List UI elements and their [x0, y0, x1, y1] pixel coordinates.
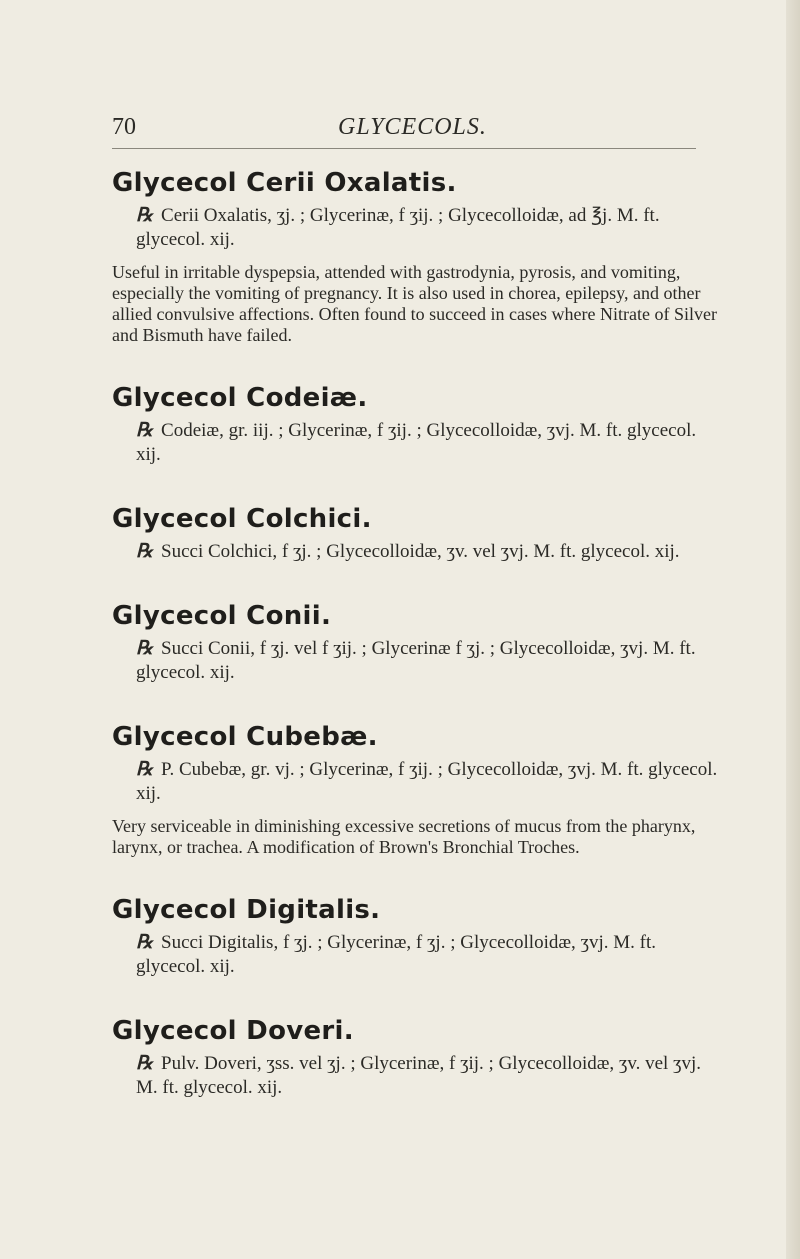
entry-doveri	[112, 1016, 722, 1100]
entry-cubebae	[112, 722, 722, 858]
entry-formula	[136, 637, 722, 685]
formula-text: Succi Conii, f ʒj. vel f ʒij. ; Glycerinæ f ʒj. ; Glycecolloidæ, ʒvj. M. ft. glycecol. xij.	[136, 638, 696, 683]
page-header	[112, 114, 696, 154]
entry-formula	[136, 931, 722, 979]
entry-formula	[136, 1052, 722, 1100]
entry-codeiae	[112, 383, 722, 467]
formula-text: Succi Colchici, f ʒj. ; Glycecolloidæ, ʒv. vel ʒvj. M. ft. glycecol. xij.	[161, 541, 680, 562]
entry-formula	[136, 419, 722, 467]
entry-title: Glycecol Doveri.	[112, 1016, 354, 1046]
entry-note: Useful in irritable dyspepsia, attended with gastrodynia, pyrosis, and vomiting, especially the vomiting of pregnancy. It is also used in chorea, epilepsy, and other allied convulsive affections. Often found to succeed in cases where Nitrate of Silver and Bismuth have failed.	[112, 262, 717, 345]
page-edge-shadow	[786, 0, 800, 1259]
header-rule	[112, 148, 696, 149]
rx-icon: ℞	[136, 205, 154, 226]
entry-title: Glycecol Conii.	[112, 601, 332, 631]
formula-text: Pulv. Doveri, ʒss. vel ʒj. ; Glycerinæ, f ʒij. ; Glycecolloidæ, ʒv. vel ʒvj. M. ft. glycecol. xij.	[136, 1053, 702, 1098]
rx-icon: ℞	[136, 638, 154, 659]
page-number: 70	[112, 114, 136, 140]
formula-text: Codeiæ, gr. iij. ; Glycerinæ, f ʒij. ; Glycecolloidæ, ʒvj. M. ft. glycecol. xij.	[136, 420, 697, 465]
rx-icon: ℞	[136, 420, 154, 441]
entry-digitalis	[112, 895, 722, 979]
rx-icon: ℞	[136, 759, 154, 780]
rx-icon: ℞	[136, 541, 154, 562]
formula-text: Cerii Oxalatis, ʒj. ; Glycerinæ, f ʒij. ; Glycecolloidæ, ad ℥j. M. ft. glycecol. xij.	[136, 205, 660, 250]
entry-conii	[112, 601, 722, 685]
entry-note: Very serviceable in diminishing excessive secretions of mucus from the pharynx, larynx, or trachea. A modification of Brown's Bronchial Troches.	[112, 816, 696, 857]
formula-text: Succi Digitalis, f ʒj. ; Glycerinæ, f ʒj. ; Glycecolloidæ, ʒvj. M. ft. glycecol. xij.	[136, 932, 657, 977]
entry-formula	[136, 204, 722, 252]
entry-title: Glycecol Cubebæ.	[112, 722, 378, 752]
running-head: GLYCECOLS.	[338, 114, 487, 140]
formula-text: P. Cubebæ, gr. vj. ; Glycerinæ, f ʒij. ; Glycecolloidæ, ʒvj. M. ft. glycecol. xij.	[136, 759, 718, 804]
entry-formula	[136, 758, 722, 806]
page-content	[112, 168, 722, 1100]
entry-title: Glycecol Colchici.	[112, 504, 372, 534]
entry-formula	[136, 540, 722, 564]
rx-icon: ℞	[136, 932, 154, 953]
entry-title: Glycecol Digitalis.	[112, 895, 381, 925]
rx-icon: ℞	[136, 1053, 154, 1074]
entry-colchici	[112, 504, 722, 564]
entry-cerii-oxalatis	[112, 168, 722, 346]
entry-title: Glycecol Codeiæ.	[112, 383, 368, 413]
entry-title: Glycecol Cerii Oxalatis.	[112, 168, 457, 198]
